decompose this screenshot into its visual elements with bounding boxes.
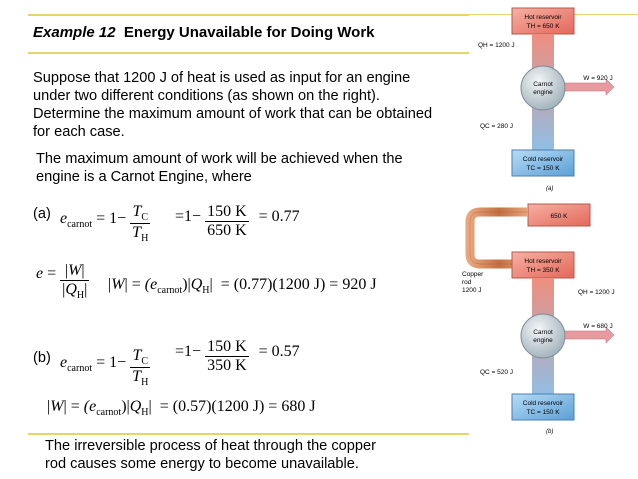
heat-out-label-a: QC = 280 J [480, 123, 514, 130]
case-b-label: (b) [33, 350, 51, 366]
svg-text:Carnot: Carnot [533, 81, 553, 88]
diagram-a [468, 0, 638, 196]
high-temp-label: 650 K [550, 213, 568, 220]
hot-reservoir-label: Hot reservoir [524, 14, 562, 21]
bottom-rule [28, 433, 469, 435]
carnot-engine-a [521, 66, 565, 110]
work-calculation-a: $|W| = (e_{carnot})|Q_H| = (0.77)(1200$ J) = 920 J [108, 276, 377, 296]
svg-text:TC = 150 K: TC = 150 K [526, 409, 560, 416]
hot-reservoir-temp: TH = 650 K [526, 23, 560, 30]
case-b-substitution: =1− $\frac{150 K}{350 K}$ = 0.57 [175, 338, 300, 374]
heat-out-label-b: QC = 520 J [480, 369, 514, 376]
work-result-b: = (0.57)(1200 J) = 680 J [159, 398, 316, 415]
svg-text:Hot reservoir: Hot reservoir [524, 258, 562, 265]
svg-text:Carnot: Carnot [533, 329, 553, 336]
carnot-engine-b [521, 314, 565, 358]
problem-line-3: Determine the maximum amount of work that can be obtained [33, 106, 433, 122]
intro-line-2: engine is a Carnot Engine, where [36, 169, 252, 185]
caption-a: (a) [546, 186, 554, 192]
case-a-label: (a) [33, 206, 51, 222]
work-over-heat: $\frac{|W|}{|Q_H|}$ [62, 262, 88, 301]
work-label-a: W = 920 J [583, 75, 613, 82]
value-ratio: $\frac{150 K}{650 K}$ [207, 203, 247, 239]
svg-text:1200 J: 1200 J [462, 287, 482, 294]
carnot-subscript: carnot [67, 219, 93, 230]
case-a-result: = 0.77 [258, 208, 300, 225]
work-calculation-b: $|W| = (e_{carnot})|Q_H| = (0.57)(1200$ J) = 680 J [47, 398, 316, 418]
work-label-b: W = 680 J [583, 323, 613, 330]
conclusion-line-1: The irreversible process of heat through the copper [45, 438, 376, 454]
svg-text:engine: engine [533, 89, 553, 96]
svg-text:TH = 350 K: TH = 350 K [526, 267, 560, 274]
minus-sign: − [117, 210, 127, 227]
efficiency-symbol: e [60, 210, 68, 227]
one: 1 [109, 210, 118, 227]
case-b-result: = 0.57 [258, 343, 300, 360]
case-a-equation [60, 203, 150, 244]
svg-text:Cold reservoir: Cold reservoir [522, 156, 564, 163]
svg-text:engine: engine [533, 337, 553, 344]
page-title [33, 24, 375, 41]
problem-line-4: for each case. [33, 124, 125, 140]
hot-reservoir-box [512, 8, 574, 34]
temperature-ratio: $\frac{T_C}{T_H}$ [132, 203, 149, 244]
equals-sign: = [96, 210, 106, 227]
example-label: Example 12 [33, 24, 116, 41]
cold-reservoir-box-a [512, 150, 574, 176]
svg-text:rod: rod [462, 279, 472, 286]
svg-text:TC = 150 K: TC = 150 K [526, 165, 560, 172]
copper-rod-label: Copper [462, 271, 484, 278]
case-b-equation: $e_{carnot} = 1-$ $\frac{T_C}{T_H}$ [60, 347, 149, 388]
diagram-b [458, 200, 638, 440]
case-a-substitution: =1− $\frac{150 K}{650 K}$ = 0.77 [175, 203, 300, 239]
work-result-a: = (0.77)(1200 J) = 920 J [220, 276, 377, 293]
heat-in-label-b: QH = 1200 J [578, 289, 615, 296]
intro-line-1: The maximum amount of work will be achieved when the [36, 151, 403, 167]
caption-b: (b) [546, 429, 554, 435]
hot-reservoir-box-b [512, 252, 574, 278]
heat-in-label: QH = 1200 J [478, 42, 515, 49]
title-text: Energy Unavailable for Doing Work [123, 24, 375, 41]
problem-line-2: under two different conditions (as shown on the right). [33, 88, 380, 104]
conclusion-line-2: rod causes some energy to become unavailable. [45, 456, 359, 472]
cold-reservoir-box-b [512, 394, 574, 420]
problem-line-1: Suppose that 1200 J of heat is used as input for an engine [33, 70, 411, 86]
efficiency-definition: e = $\frac{|W|}{|Q_H|}$ [36, 262, 88, 301]
svg-text:Cold reservoir: Cold reservoir [522, 400, 564, 407]
